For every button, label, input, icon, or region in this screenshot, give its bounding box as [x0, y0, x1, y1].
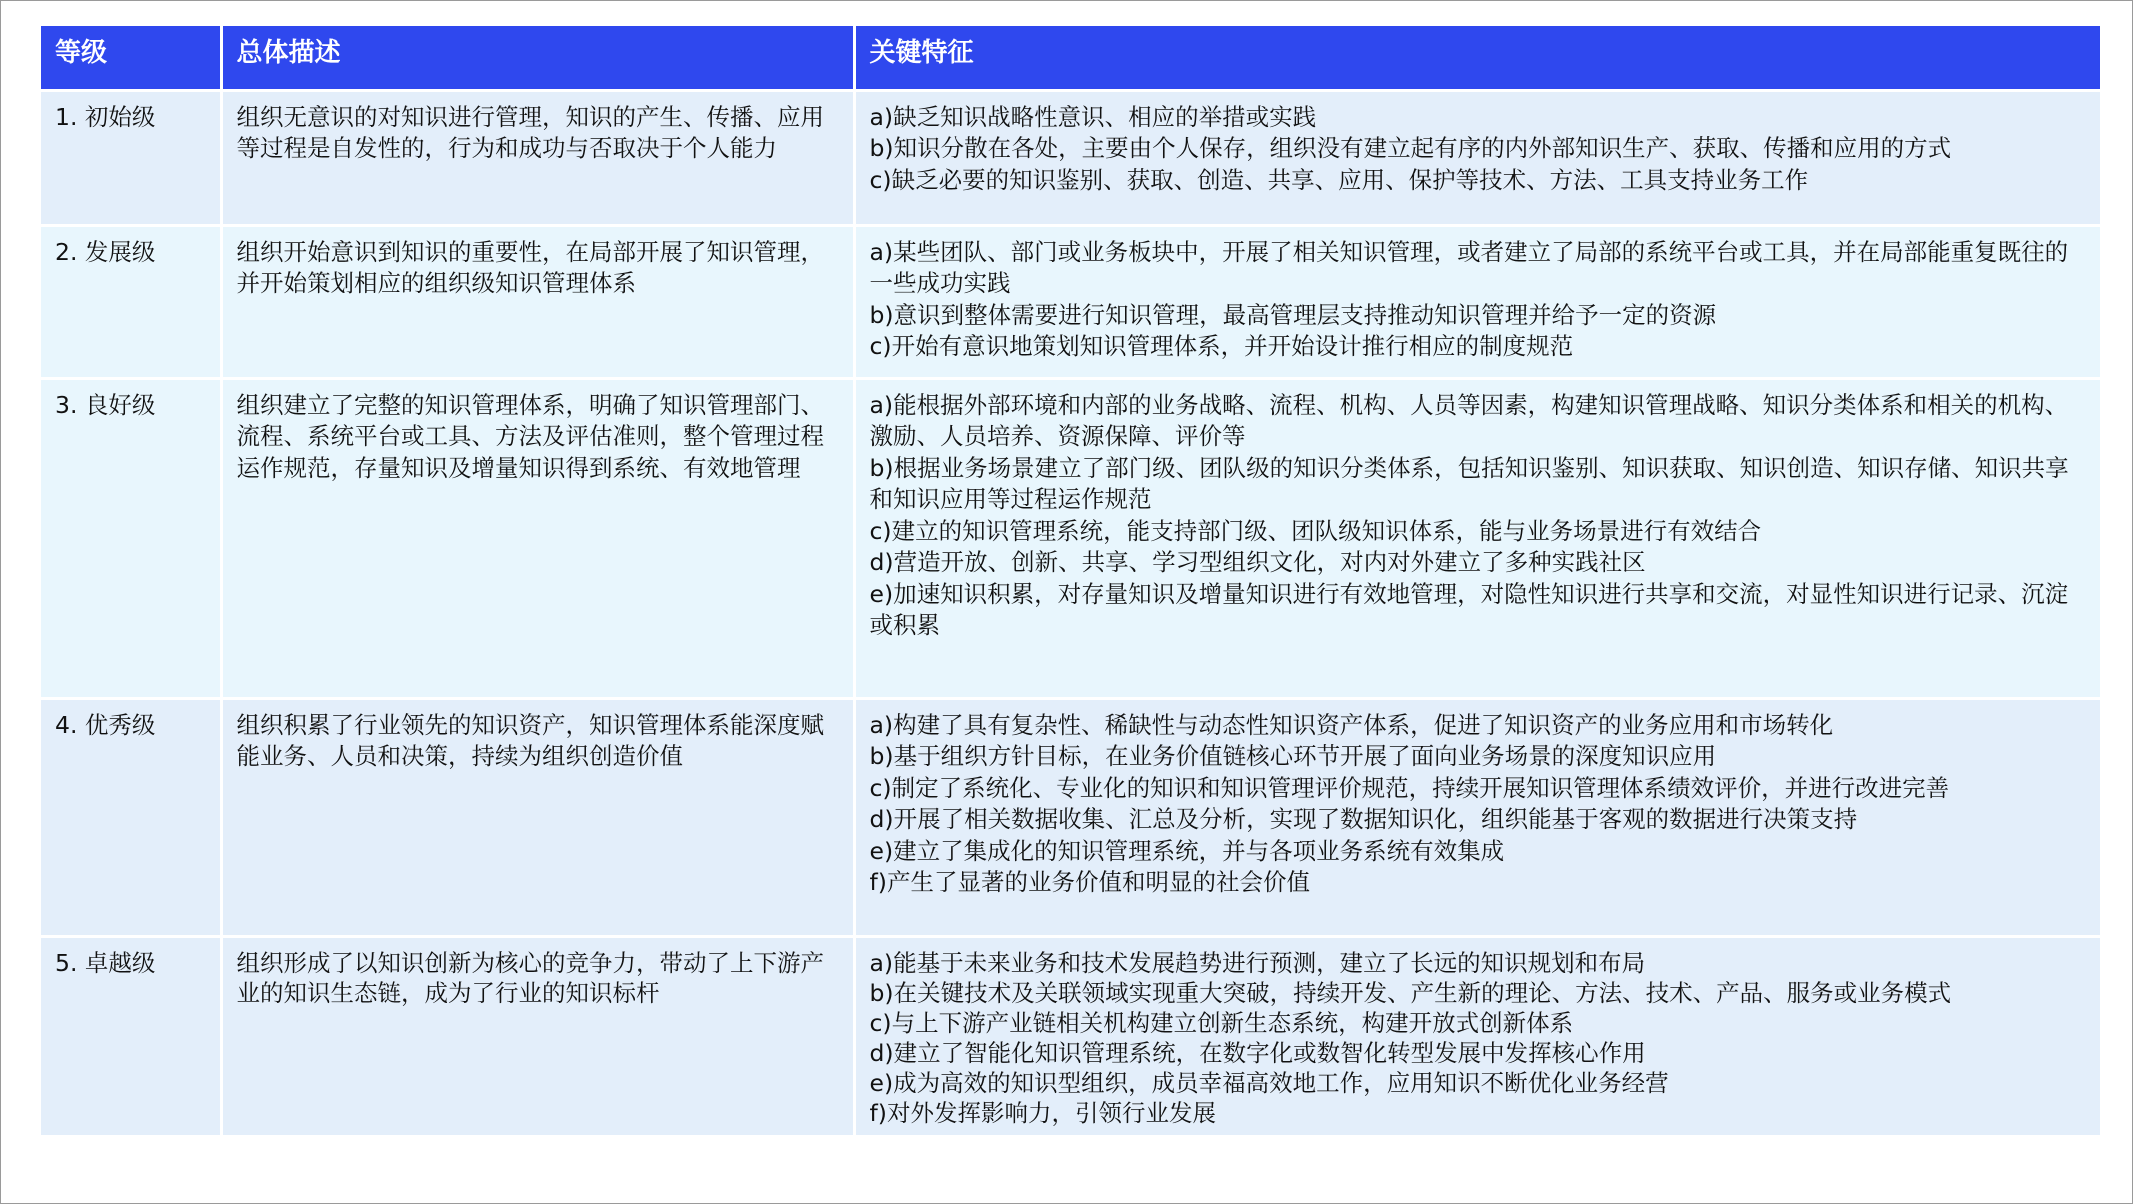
feature-item: e)成为高效的知识型组织，成员幸福高效地工作，应用知识不断优化业务经营 — [869, 1068, 1669, 1097]
feature-item: e)建立了集成化的知识管理系统，并与各项业务系统有效集成 — [869, 836, 1505, 865]
level-cell: 4. 优秀级 — [41, 698, 221, 936]
features-cell — [854, 936, 2100, 1136]
header-description: 总体描述 — [221, 26, 854, 90]
table-row — [41, 378, 2100, 698]
features-cell — [854, 90, 2100, 225]
feature-item: f)产生了显著的业务价值和明显的社会价值 — [869, 868, 1310, 896]
header-features: 关键特征 — [854, 26, 2100, 90]
table-row — [41, 225, 2100, 378]
table-row — [41, 698, 2100, 936]
feature-item: b)根据业务场景建立了部门级、团队级的知识分类体系，包括知识鉴别、知识获取、知识创造、知识存储、知识共享和知识应用等过程运作规范 — [869, 453, 2069, 513]
feature-item: f)对外发挥影响力，引领行业发展 — [869, 1098, 1216, 1127]
header-level: 等级 — [41, 26, 221, 90]
description-cell: 组织形成了以知识创新为核心的竞争力，带动了上下游产业的知识生态链，成为了行业的知识标杆 — [221, 936, 854, 1136]
feature-item: b)意识到整体需要进行知识管理，最高管理层支持推动知识管理并给予一定的资源 — [869, 300, 1717, 329]
description-cell: 组织建立了完整的知识管理体系，明确了知识管理部门、流程、系统平台或工具、方法及评估准则，整个管理过程运作规范，存量知识及增量知识得到系统、有效地管理 — [221, 378, 854, 698]
table-row — [41, 936, 2100, 1136]
feature-item: c)与上下游产业链相关机构建立创新生态系统，构建开放式创新体系 — [869, 1008, 1574, 1037]
feature-item: a)某些团队、部门或业务板块中，开展了相关知识管理，或者建立了局部的系统平台或工具，并在局部能重复既往的一些成功实践 — [869, 237, 2069, 297]
feature-item: b)知识分散在各处，主要由个人保存，组织没有建立起有序的内外部知识生产、获取、传播和应用的方式 — [869, 134, 1952, 162]
description-cell: 组织无意识的对知识进行管理，知识的产生、传播、应用等过程是自发性的，行为和成功与否取决于个人能力 — [221, 90, 854, 225]
level-cell: 1. 初始级 — [41, 90, 221, 225]
level-cell: 2. 发展级 — [41, 225, 221, 378]
feature-item: a)能基于未来业务和技术发展趋势进行预测，建立了长远的知识规划和布局 — [869, 948, 1646, 977]
feature-item: c)缺乏必要的知识鉴别、获取、创造、共享、应用、保护等技术、方法、工具支持业务工作 — [869, 165, 1809, 194]
feature-item: d)建立了智能化知识管理系统，在数字化或数智化转型发展中发挥核心作用 — [869, 1038, 1646, 1067]
table-header — [41, 26, 2100, 90]
table-body — [41, 90, 2100, 1136]
header-row — [41, 26, 2100, 90]
feature-item: b)基于组织方针目标，在业务价值链核心环节开展了面向业务场景的深度知识应用 — [869, 742, 1717, 770]
description-cell: 组织开始意识到知识的重要性，在局部开展了知识管理，并开始策划相应的组织级知识管理体系 — [221, 225, 854, 378]
level-cell: 3. 良好级 — [41, 378, 221, 698]
feature-item: c)建立的知识管理系统，能支持部门级、团队级知识体系，能与业务场景进行有效结合 — [869, 516, 1762, 545]
feature-item: b)在关键技术及关联领域实现重大突破，持续开发、产生新的理论、方法、技术、产品、服务或业务模式 — [869, 978, 1952, 1007]
feature-item: c)开始有意识地策划知识管理体系，并开始设计推行相应的制度规范 — [869, 332, 1574, 360]
features-cell — [854, 225, 2100, 378]
features-cell — [854, 378, 2100, 698]
maturity-level-table — [41, 26, 2100, 1138]
feature-item: e)加速知识积累，对存量知识及增量知识进行有效地管理，对隐性知识进行共享和交流，对显性知识进行记录、沉淀或积累 — [869, 579, 2069, 639]
table-row — [41, 90, 2100, 225]
feature-item: d)开展了相关数据收集、汇总及分析，实现了数据知识化，组织能基于客观的数据进行决策支持 — [869, 805, 1858, 833]
feature-item: a)构建了具有复杂性、稀缺性与动态性知识资产体系，促进了知识资产的业务应用和市场转化 — [869, 710, 1834, 739]
feature-item: d)营造开放、创新、共享、学习型组织文化，对内对外建立了多种实践社区 — [869, 548, 1646, 576]
feature-item: a)缺乏知识战略性意识、相应的举措或实践 — [869, 102, 1317, 131]
features-cell — [854, 698, 2100, 936]
description-cell: 组织积累了行业领先的知识资产，知识管理体系能深度赋能业务、人员和决策，持续为组织创造价值 — [221, 698, 854, 936]
feature-item: a)能根据外部环境和内部的业务战略、流程、机构、人员等因素，构建知识管理战略、知识分类体系和相关的机构、激励、人员培养、资源保障、评价等 — [869, 390, 2069, 450]
feature-item: c)制定了系统化、专业化的知识和知识管理评价规范，持续开展知识管理体系绩效评价，并进行改进完善 — [869, 773, 1950, 802]
level-cell: 5. 卓越级 — [41, 936, 221, 1136]
